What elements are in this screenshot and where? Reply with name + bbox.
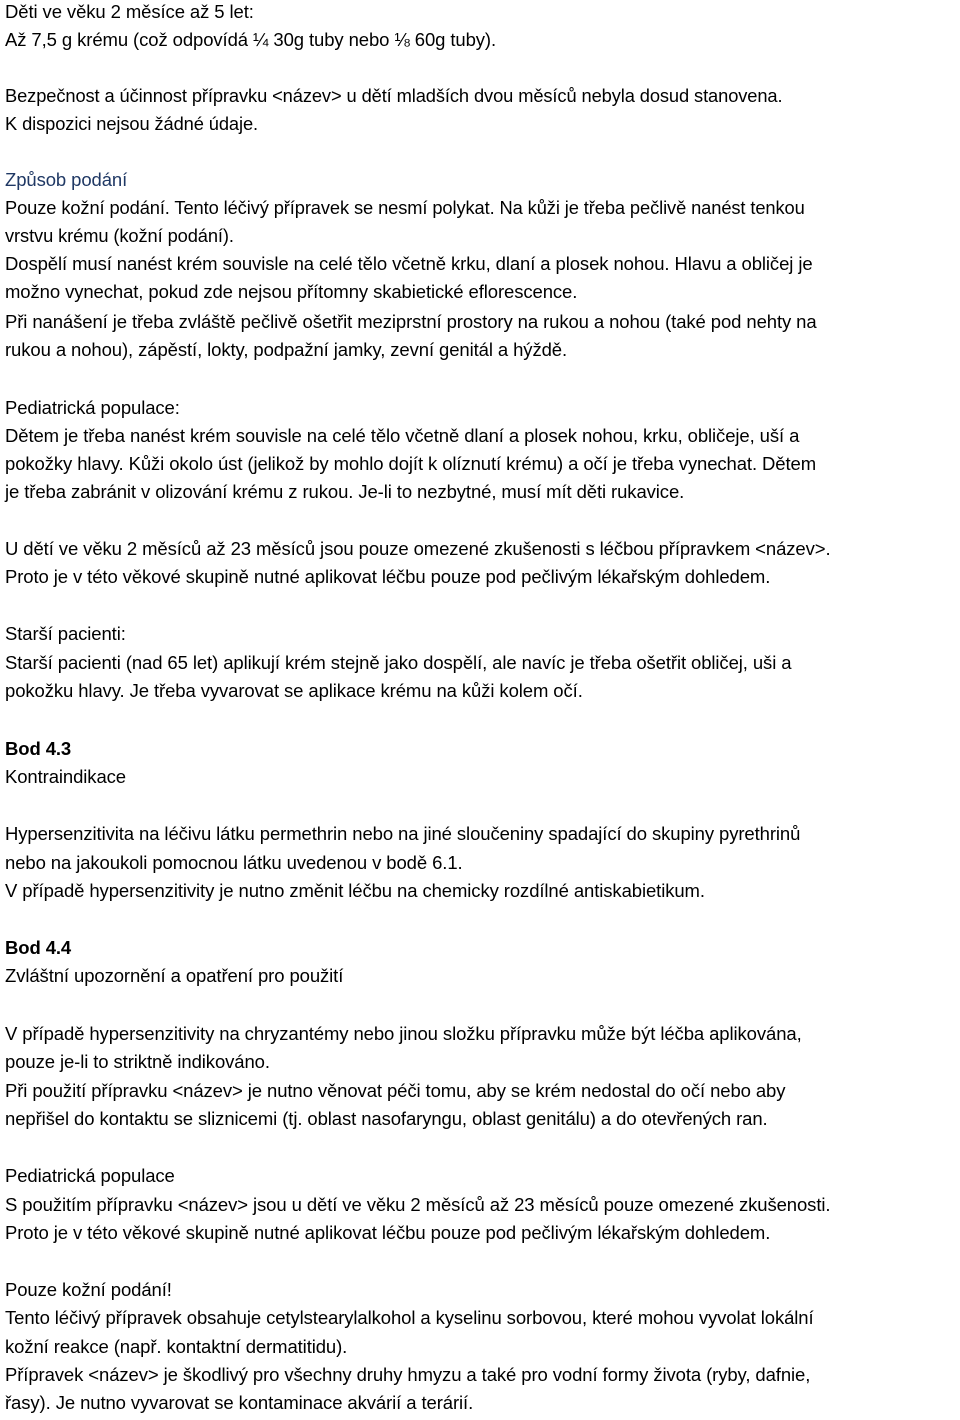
line-environment-2: řasy). Je nutno vyvarovat se kontaminace akvárií a terárií. — [5, 1392, 474, 1413]
line-environment-1: Přípravek <název> je škodlivý pro všechny druhy hmyzu a také pro vodní formy života (ryby, dafnie, — [5, 1364, 811, 1385]
section-heading-pediatric-population: Pediatrická populace — [5, 1165, 175, 1186]
line-contraindications-1: Hypersenzitivita na léčivu látku permethrin nebo na jiné sloučeniny spadající do skupiny pyrethrinů — [5, 823, 801, 844]
line-elderly-2: pokožku hlavy. Je třeba vyvarovat se aplikace krému na kůži kolem očí. — [5, 680, 583, 701]
line-pediatric-3: je třeba zabránit v olizování krému z rukou. Je-li to nezbytné, musí mít děti rukavice. — [5, 481, 685, 502]
line-warnings-3: Při použití přípravku <název> je nutno věnovat péči tomu, aby se krém nedostal do očí nebo aby — [5, 1080, 786, 1101]
line-no-data: K dispozici nejsou žádné údaje. — [5, 113, 259, 134]
line-children-experience-2: Proto je v této věkové skupině nutné aplikovat léčbu pouze pod pečlivým lékařským dohledem. — [5, 566, 771, 587]
section-heading-administration: Způsob podání — [5, 169, 128, 190]
line-warnings-2: pouze je-li to striktně indikováno. — [5, 1051, 270, 1072]
line-adults-2: možno vynechat, pokud zde nejsou přítomny skabietické eflorescence. — [5, 281, 578, 302]
line-pediatric-2: pokožky hlavy. Kůži okolo úst (jelikož by mohlo dojít k olíznutí krému) a očí je třeba vynechat. Dětem — [5, 453, 817, 474]
line-contraindications-3: V případě hypersenzitivity je nutno změnit léčbu na chemicky rozdílné antiskabietikum. — [5, 880, 705, 901]
section-heading-contraindications: Kontraindikace — [5, 766, 126, 787]
line-warnings-1: V případě hypersenzitivity na chryzantémy nebo jinou složku přípravku může být léčba aplikována, — [5, 1023, 802, 1044]
line-excipients-1: Tento léčivý přípravek obsahuje cetylstearylalkohol a kyselinu sorbovou, které mohou vyvolat lokální — [5, 1307, 814, 1328]
line-children-experience-1: U dětí ve věku 2 měsíců až 23 měsíců jsou pouze omezené zkušenosti s léčbou přípravkem <název>. — [5, 538, 831, 559]
line-pediatric-population-1: S použitím přípravku <název> jsou u dětí ve věku 2 měsíců až 23 měsíců pouze omezené zkušenosti. — [5, 1194, 831, 1215]
line-application-2: rukou a nohou), zápěstí, lokty, podpažní jamky, zevní genitál a hýždě. — [5, 339, 568, 360]
section-heading-warnings: Zvláštní upozornění a opatření pro použití — [5, 965, 344, 986]
line-cutaneous-only: Pouze kožní podání! — [5, 1279, 172, 1300]
section-number-4-3: Bod 4.3 — [5, 738, 72, 759]
line-pediatric-population-2: Proto je v této věkové skupině nutné aplikovat léčbu pouze pod pečlivým lékařským dohledem. — [5, 1222, 771, 1243]
line-dose-note: Až 7,5 g krému (což odpovídá ¼ 30g tuby nebo ⅛ 60g tuby). — [5, 29, 497, 50]
line-administration-2: vrstvu krému (kožní podání). — [5, 225, 234, 246]
line-administration-1: Pouze kožní podání. Tento léčivý přípravek se nesmí polykat. Na kůži je třeba pečlivě nanést tenkou — [5, 197, 805, 218]
line-age-heading: Děti ve věku 2 měsíce až 5 let: — [5, 1, 254, 22]
line-adults-1: Dospělí musí nanést krém souvisle na celé tělo včetně krku, dlaní a plosek nohou. Hlavu a obličej je — [5, 253, 813, 274]
line-safety: Bezpečnost a účinnost přípravku <název> u dětí mladších dvou měsíců nebyla dosud stanovena. — [5, 85, 783, 106]
section-number-4-4: Bod 4.4 — [5, 937, 72, 958]
section-heading-pediatric: Pediatrická populace: — [5, 397, 180, 418]
line-excipients-2: kožní reakce (např. kontaktní dermatitidu). — [5, 1336, 348, 1357]
line-contraindications-2: nebo na jakoukoli pomocnou látku uvedenou v bodě 6.1. — [5, 852, 463, 873]
line-application-1: Při nanášení je třeba zvláště pečlivě ošetřit meziprstní prostory na rukou a nohou (také pod nehty na — [5, 311, 817, 332]
line-pediatric-1: Dětem je třeba nanést krém souvisle na celé tělo včetně dlaní a plosek nohou, krku, obličeje, uší a — [5, 425, 800, 446]
line-elderly-1: Starší pacienti (nad 65 let) aplikují krém stejně jako dospělí, ale navíc je třeba ošetřit obličej, uši a — [5, 652, 792, 673]
section-heading-elderly: Starší pacienti: — [5, 623, 126, 644]
line-warnings-4: nepřišel do kontaktu se sliznicemi (tj. oblast nasofaryngu, oblast genitálu) a do otevřených ran. — [5, 1108, 768, 1129]
